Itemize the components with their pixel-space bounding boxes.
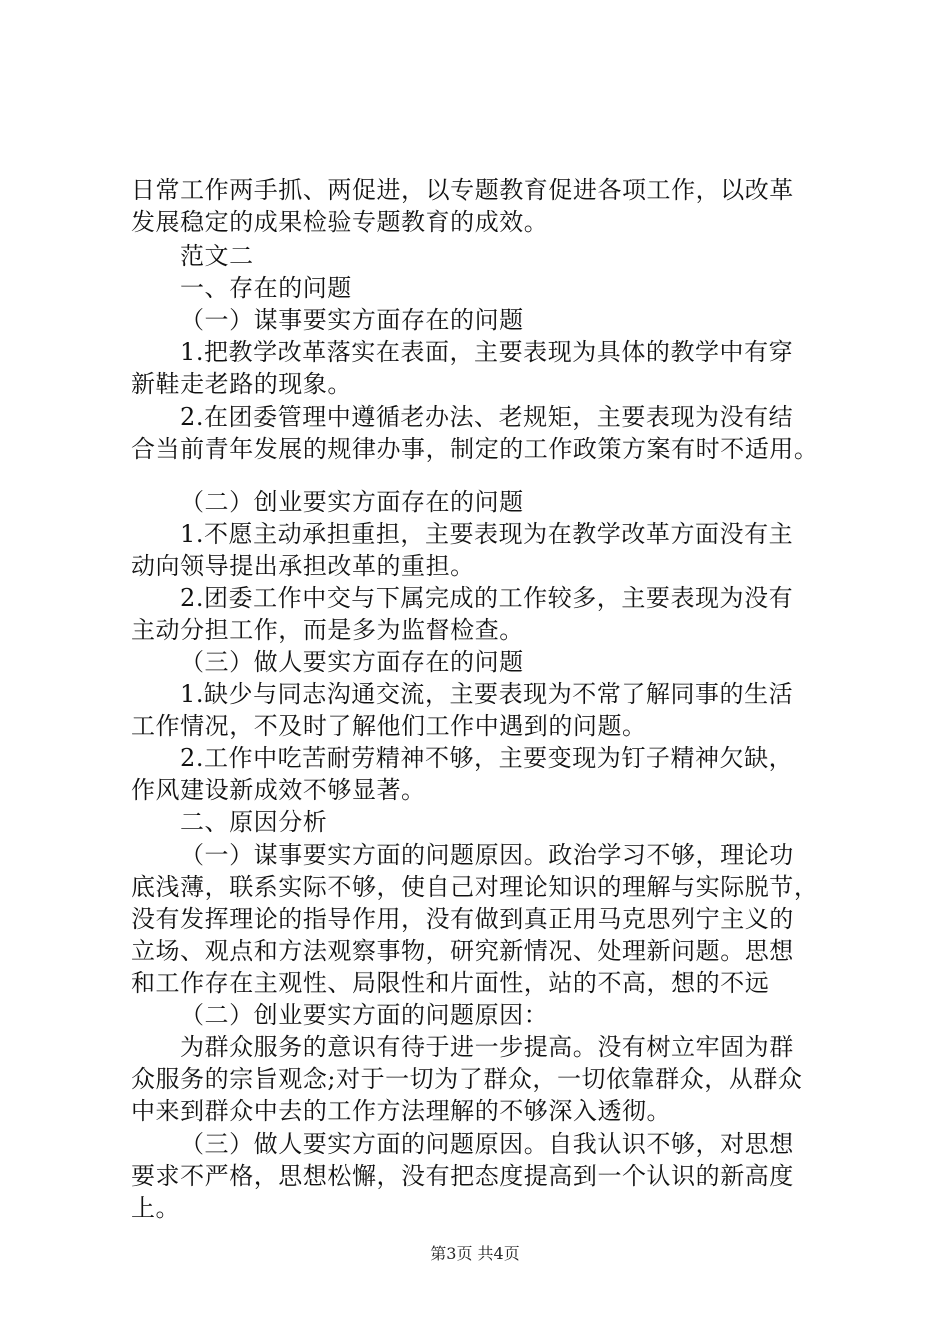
text-line: 上。	[131, 1194, 181, 1222]
text-line: 众服务的宗旨观念;对于一切为了群众，一切依靠群众，从群众	[131, 1065, 803, 1093]
text-line: （三）做人要实方面的问题原因。自我认识不够，对思想	[180, 1130, 794, 1158]
text-line: 要求不严格，思想松懈，没有把态度提高到一个认识的新高度	[131, 1162, 794, 1190]
text-line: 作风建设新成效不够显著。	[131, 776, 426, 804]
text-line: 没有发挥理论的指导作用，没有做到真正用马克思列宁主义的	[131, 905, 794, 933]
subsection-heading: （三）做人要实方面存在的问题	[180, 648, 524, 676]
text-line: 2.工作中吃苦耐劳精神不够，主要变现为钉子精神欠缺，	[180, 744, 794, 772]
text-line: 1.不愿主动承担重担，主要表现为在教学改革方面没有主	[180, 520, 794, 548]
text-line: 1.把教学改革落实在表面，主要表现为具体的教学中有穿	[180, 338, 794, 366]
text-line: 立场、观点和方法观察事物，研究新情况、处理新问题。思想	[131, 937, 794, 965]
text-line: 中来到群众中去的工作方法理解的不够深入透彻。	[131, 1097, 672, 1125]
text-line: 新鞋走老路的现象。	[131, 370, 352, 398]
text-line: 2.在团委管理中遵循老办法、老规矩，主要表现为没有结	[180, 403, 794, 431]
text-line: 发展稳定的成果检验专题教育的成效。	[131, 208, 549, 236]
page-number-footer: 第3页 共4页	[430, 1244, 520, 1263]
subsection-heading: （一）谋事要实方面存在的问题	[180, 306, 524, 334]
text-line: （一）谋事要实方面的问题原因。政治学习不够，理论功	[180, 841, 794, 869]
section-heading: 一、存在的问题	[180, 274, 352, 302]
text-line: 范文二	[180, 242, 254, 270]
section-heading: 二、原因分析	[180, 808, 328, 836]
text-line: 合当前青年发展的规律办事，制定的工作政策方案有时不适用。	[131, 435, 819, 463]
subsection-heading: （二）创业要实方面存在的问题	[180, 488, 524, 516]
text-line: 为群众服务的意识有待于进一步提高。没有树立牢固为群	[180, 1033, 794, 1061]
text-line: 和工作存在主观性、局限性和片面性，站的不高，想的不远	[131, 969, 770, 997]
text-line: 日常工作两手抓、两促进，以专题教育促进各项工作，以改革	[131, 176, 794, 204]
subsection-heading: （二）创业要实方面的问题原因：	[180, 1001, 549, 1029]
text-line: 主动分担工作，而是多为监督检查。	[131, 616, 524, 644]
text-line: 1.缺少与同志沟通交流，主要表现为不常了解同事的生活	[180, 680, 794, 708]
text-line: 工作情况，不及时了解他们工作中遇到的问题。	[131, 712, 647, 740]
text-line: 2.团委工作中交与下属完成的工作较多，主要表现为没有	[180, 584, 794, 612]
text-line: 底浅薄，联系实际不够，使自己对理论知识的理解与实际脱节，	[131, 873, 819, 901]
text-line: 动向领导提出承担改革的重担。	[131, 552, 475, 580]
